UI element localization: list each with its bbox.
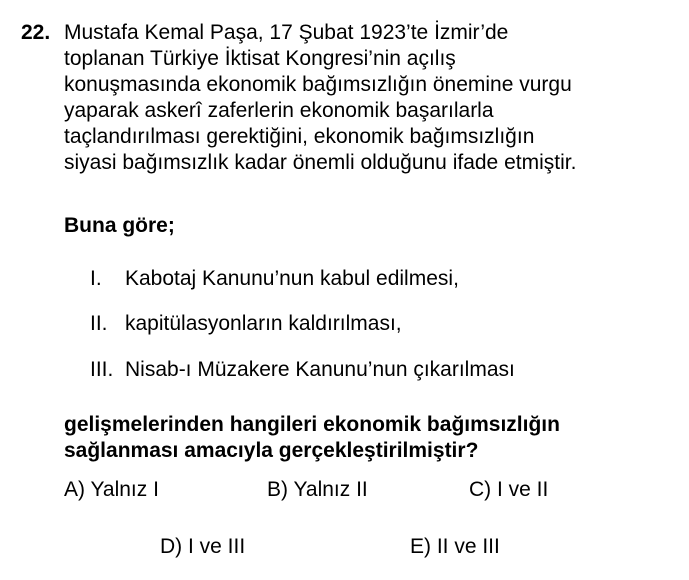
stem-line: taçlandırılması gerektiğini, ekonomik bağımsızlığın <box>64 125 535 148</box>
option-b[interactable]: B) Yalnız II <box>267 478 368 501</box>
statement-1 <box>90 266 459 292</box>
question-lead: Buna göre; <box>64 214 175 237</box>
statement-3 <box>90 357 515 383</box>
stem-line: siyasi bağımsızlık kadar önemli olduğunu ifade etmiştir. <box>64 151 577 174</box>
question-number: 22. <box>21 21 51 44</box>
question-stem <box>64 20 679 176</box>
option-a[interactable]: A) Yalnız I <box>64 478 159 501</box>
tail-line: sağlanması amacıyla gerçekleştirilmiştir? <box>64 439 479 462</box>
statement-numeral: I. <box>90 267 102 290</box>
statement-2 <box>90 311 402 337</box>
stem-line: toplanan Türkiye İktisat Kongresi’nin açılış <box>64 47 456 70</box>
stem-line: yaparak askerî zaferlerin ekonomik başarılarla <box>64 99 494 122</box>
statement-text: Kabotaj Kanunu’nun kabul edilmesi, <box>125 267 459 290</box>
stem-line: konuşmasında ekonomik bağımsızlığın önemine vurgu <box>64 73 572 96</box>
option-d[interactable]: D) I ve III <box>160 535 246 558</box>
statement-numeral: III. <box>90 358 114 381</box>
stem-line: Mustafa Kemal Paşa, 17 Şubat 1923’te İzmir’de <box>64 21 509 44</box>
question-tail <box>64 412 560 464</box>
option-e[interactable]: E) II ve III <box>410 535 500 558</box>
option-c[interactable]: C) I ve II <box>469 478 549 501</box>
tail-line: gelişmelerinden hangileri ekonomik bağımsızlığın <box>64 413 560 436</box>
statement-text: kapitülasyonların kaldırılması, <box>125 312 402 335</box>
statement-text: Nisab-ı Müzakere Kanunu’nun çıkarılması <box>125 358 515 381</box>
statement-numeral: II. <box>90 312 108 335</box>
